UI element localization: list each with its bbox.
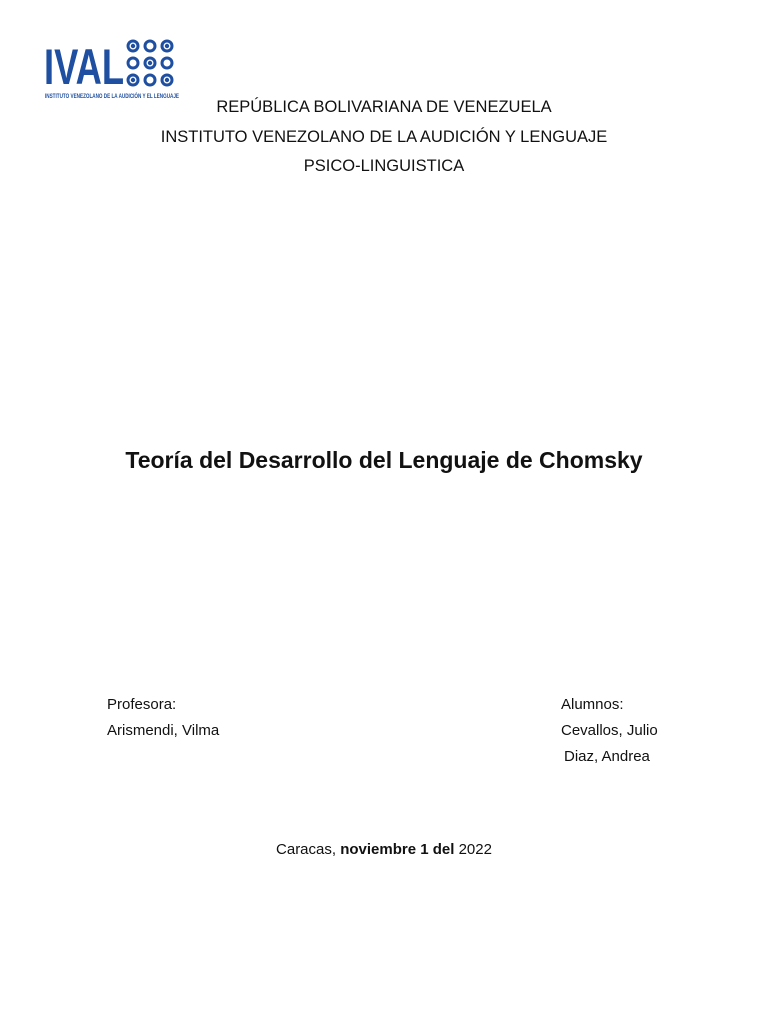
professor-block <box>107 692 219 744</box>
student-name: Cevallos, Julio <box>561 722 658 739</box>
footer-year: 2022 <box>458 841 492 858</box>
header-line-2: INSTITUTO VENEZOLANO DE LA AUDICIÓN Y LENGUAJE <box>160 127 608 146</box>
place-date <box>0 841 768 858</box>
header-line-1: REPÚBLICA BOLIVARIANA DE VENEZUELA <box>216 98 552 116</box>
footer-city: Caracas, <box>276 841 337 858</box>
logo-subtitle: INSTITUTO VENEZOLANO DE LA AUDICIÓN Y EL LENGUAJE <box>45 94 220 100</box>
student-name: Diaz, Andrea <box>564 748 650 765</box>
logo-wordmark: IVAL <box>44 39 124 95</box>
institution-header <box>0 93 768 182</box>
footer-date: noviembre 1 del <box>336 841 459 858</box>
document-title: Teoría del Desarrollo del Lenguaje de Chomsky <box>125 447 643 473</box>
professor-label: Profesora: <box>107 696 177 713</box>
professor-name: Arismendi, Vilma <box>107 722 220 739</box>
students-block <box>561 692 658 770</box>
students-label: Alumnos: <box>561 696 624 713</box>
header-line-3: PSICO-LINGUISTICA <box>303 157 465 175</box>
